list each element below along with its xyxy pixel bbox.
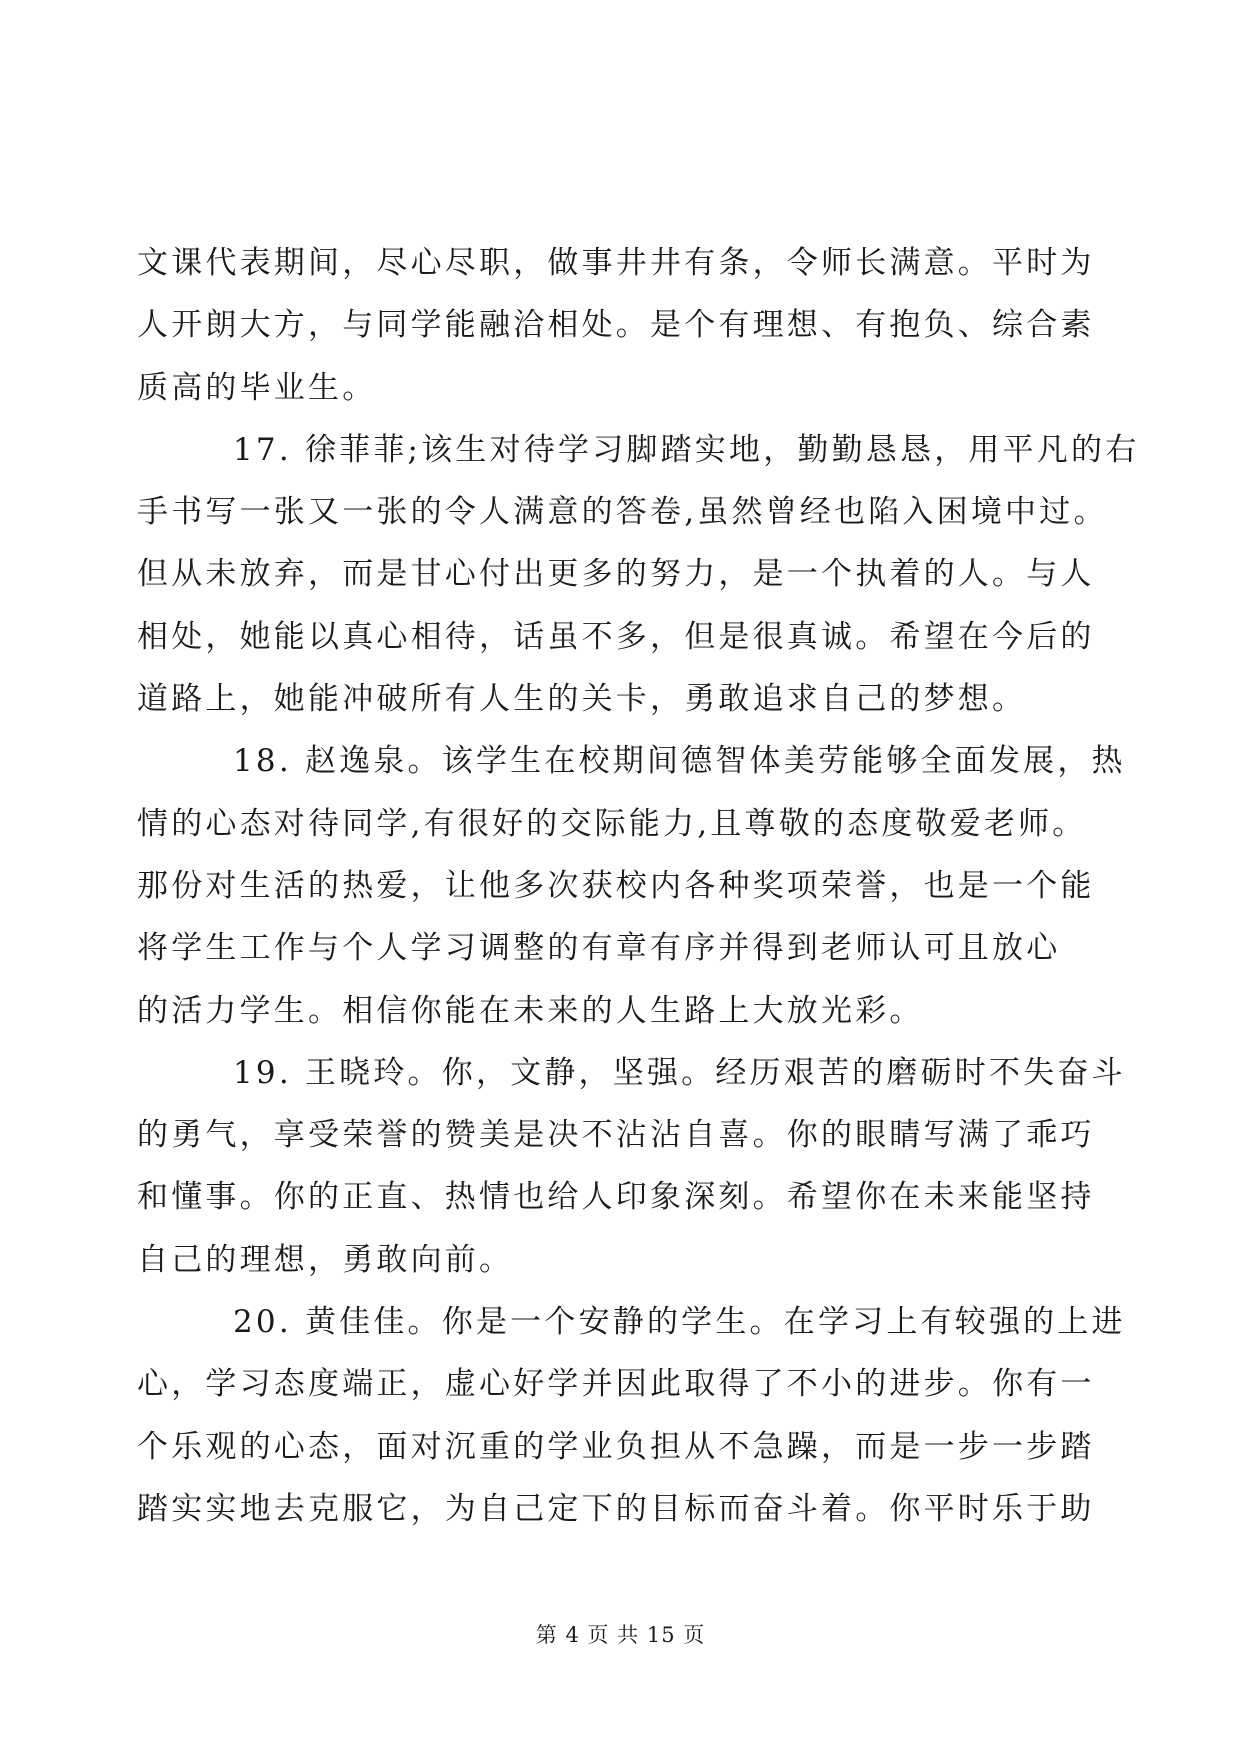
text-line: 但从未放弃，而是甘心付出更多的努力，是一个执着的人。与人 [137, 556, 1095, 593]
text-line: 将学生工作与个人学习调整的有章有序并得到老师认可且放心 [137, 930, 1061, 967]
text-line: 踏实实地去克服它，为自己定下的目标而奋斗着。你平时乐于助 [137, 1490, 1095, 1527]
text-line: 的勇气，享受荣誉的赞美是决不沾沾自喜。你的眼睛写满了乖巧 [137, 1117, 1095, 1154]
text-line: 道路上，她能冲破所有人生的关卡，勇敢追求自己的梦想。 [137, 681, 1027, 718]
text-line: 那份对生活的热爱，让他多次获校内各种奖项荣誉，也是一个能 [137, 867, 1095, 904]
text-line: 人开朗大方，与同学能融洽相处。是个有理想、有抱负、综合素 [137, 307, 1095, 344]
text-line: 情的心态对待同学,有很好的交际能力,且尊敬的态度敬爱老师。 [137, 805, 1087, 842]
text-line: 18. 赵逸泉。该学生在校期间德智体美劳能够全面发展，热 [233, 743, 1126, 780]
text-line: 17. 徐菲菲;该生对待学习脚踏实地，勤勤恳恳，用平凡的右 [233, 431, 1140, 468]
body-text [137, 232, 1140, 1540]
text-line: 心，学习态度端正，虚心好学并因此取得了不小的进步。你有一 [137, 1366, 1095, 1403]
text-line: 和懂事。你的正直、热情也给人印象深刻。希望你在未来能坚持 [137, 1179, 1095, 1216]
text-line: 个乐观的心态，面对沉重的学业负担从不急躁，而是一步一步踏 [137, 1428, 1095, 1465]
text-line: 手书写一张又一张的令人满意的答卷,虽然曾经也陷入困境中过。 [137, 494, 1108, 531]
page-number-footer: 第 4 页 共 15 页 [535, 1623, 706, 1647]
text-line: 文课代表期间，尽心尽职，做事井井有条，令师长满意。平时为 [137, 245, 1095, 281]
text-line: 的活力学生。相信你能在未来的人生路上大放光彩。 [137, 992, 924, 1029]
text-line: 自己的理想，勇敢向前。 [137, 1241, 514, 1278]
text-line: 质高的毕业生。 [137, 369, 377, 406]
text-line: 相处，她能以真心相待，话虽不多，但是很真诚。希望在今后的 [137, 618, 1095, 655]
text-line: 20. 黄佳佳。你是一个安静的学生。在学习上有较强的上进 [233, 1304, 1126, 1341]
text-line: 19. 王晓玲。你，文静，坚强。经历艰苦的磨砺时不失奋斗 [233, 1054, 1126, 1091]
